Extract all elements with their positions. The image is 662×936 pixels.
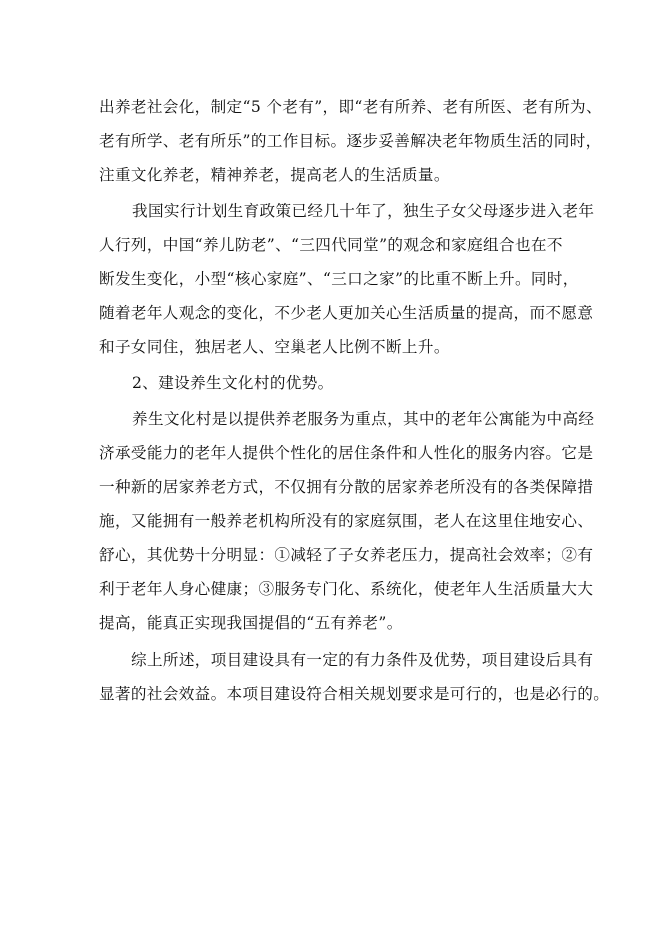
paragraph-3-line-5: 舒心，其优势十分明显：①减轻了子女养老压力，提高社会效率；②有 — [99, 546, 594, 564]
paragraph-2-line-4: 随着老年人观念的变化，不少老人更加关心生活质量的提高，而不愿意 — [99, 304, 594, 322]
paragraph-3-line-4: 施，又能拥有一般养老机构所没有的家庭氛围，老人在这里住地安心、 — [99, 512, 594, 530]
paragraph-3-line-6: 利于老年人身心健康；③服务专门化、系统化，使老年人生活质量大大 — [99, 580, 594, 598]
section-heading: 2、建设养生文化村的优势。 — [132, 374, 334, 392]
paragraph-4-line-2: 显著的社会效益。本项目建设符合相关规划要求是可行的，也是必行的。 — [99, 685, 610, 703]
paragraph-2-line-3: 断发生变化，小型“核心家庭”、“三口之家”的比重不断上升。同时， — [99, 270, 579, 288]
paragraph-1-line-2: 老有所学、老有所乐”的工作目标。逐步妥善解决老年物质生活的同时， — [99, 132, 602, 150]
paragraph-1-line-3: 注重文化养老，精神养老，提高老人的生活质量。 — [99, 166, 450, 184]
paragraph-3-line-7: 提高，能真正实现我国提倡的“五有养老”。 — [99, 614, 403, 632]
paragraph-3-line-3: 一种新的居家养老方式，不仅拥有分散的居家养老所没有的各类保障措 — [99, 478, 594, 496]
paragraph-2-line-1: 我国实行计划生育政策已经几十年了，独生子女父母逐步进入老年 — [132, 202, 595, 220]
paragraph-3-line-2: 济承受能力的老年人提供个性化的居住条件和人性化的服务内容。它是 — [99, 444, 594, 462]
paragraph-1-line-1: 出养老社会化，制定“5 个老有”，即“老有所养、老有所医、老有所为、 — [99, 98, 602, 116]
paragraph-2-line-5: 和子女同住，独居老人、空巢老人比例不断上升。 — [99, 338, 450, 356]
paragraph-4-line-1: 综上所述，项目建设具有一定的有力条件及优势，项目建设后具有 — [131, 651, 594, 669]
paragraph-3-line-1: 养生文化村是以提供养老服务为重点，其中的老年公寓能为中高经 — [132, 410, 595, 428]
paragraph-2-line-2: 人行列，中国“养儿防老”、“三四代同堂”的观念和家庭组合也在不 — [99, 236, 563, 254]
